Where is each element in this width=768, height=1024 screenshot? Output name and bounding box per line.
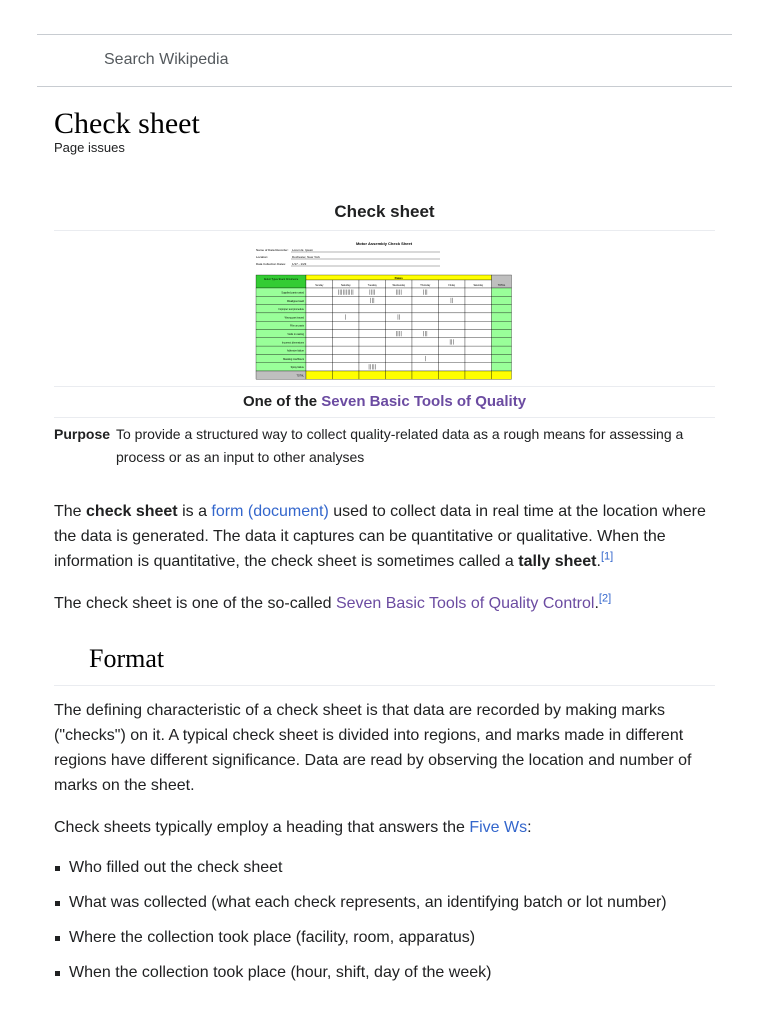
list-item: Where the collection took place (facility, room, apparatus)	[54, 925, 754, 960]
sheet-tally-cell	[359, 330, 386, 338]
sheet-tally-cell	[333, 346, 360, 354]
sheet-tally-cell	[465, 371, 492, 379]
seven-basic-tools-control-link[interactable]: Seven Basic Tools of Quality Control	[335, 595, 595, 612]
intro-paragraph-1	[54, 499, 715, 574]
sheet-tally-cell	[386, 330, 413, 338]
sheet-header-value: 1/17 - 1/23	[292, 262, 307, 266]
sheet-day-label: Thursday	[420, 284, 431, 287]
sheet-tally-cell	[306, 346, 333, 354]
sheet-tally-cell	[439, 330, 466, 338]
section-format-heading[interactable]	[54, 640, 715, 686]
sheet-tally-cell	[306, 371, 333, 379]
sheet-day-label: Sunday	[315, 284, 324, 287]
sheet-tally-cell	[465, 321, 492, 329]
text: Check sheets typically employ a heading that answers the	[54, 819, 470, 836]
term-check-sheet: check sheet	[86, 503, 178, 520]
sheet-total-label: TOTAL	[497, 284, 506, 287]
format-paragraph-2	[54, 815, 715, 840]
sheet-tally-cell	[333, 321, 360, 329]
sheet-tally-cell	[386, 338, 413, 346]
sheet-tally-cell	[306, 296, 333, 304]
sheet-tally-cell	[465, 338, 492, 346]
purpose-value: To provide a structured way to collect quality-related data as a rough means for assessing a process or as an input to other analyses	[116, 426, 684, 465]
sheet-tally-cell	[439, 288, 466, 296]
sheet-tally-cell	[465, 330, 492, 338]
sheet-row-total-cell	[492, 346, 512, 354]
list-item: Who filled out the check sheet	[54, 855, 754, 890]
sheet-tally-cell	[359, 313, 386, 321]
sheet-row-total-cell	[492, 354, 512, 362]
sheet-defect-label: Film on parts	[290, 324, 304, 328]
sheet-row-total-cell	[492, 305, 512, 313]
sheet-tally-cell	[359, 354, 386, 362]
sheet-tally-cell	[359, 288, 386, 296]
sheet-tally-cell	[412, 321, 439, 329]
sheet-tally-cell	[412, 313, 439, 321]
sheet-tally-cell	[386, 371, 413, 379]
sheet-tally-cell	[333, 296, 360, 304]
sheet-defect-label: Masking insufficient	[283, 357, 304, 361]
sheet-tally-cell	[439, 371, 466, 379]
sheet-tally-cell	[439, 296, 466, 304]
sheet-tally-cell	[333, 305, 360, 313]
term-tally-sheet: tally sheet	[518, 553, 597, 570]
sheet-tally-cell	[439, 363, 466, 371]
search-input[interactable]: Search Wikipedia	[104, 51, 229, 68]
sheet-header-value: Dochester, New York	[292, 255, 320, 259]
sheet-tally-cell	[465, 346, 492, 354]
search-bar[interactable]	[37, 35, 732, 87]
page-title: Check sheet	[54, 107, 200, 140]
infobox-image[interactable]	[54, 231, 715, 387]
sheet-defect-label: Wrong part issued	[284, 316, 304, 320]
sheet-tally-cell	[465, 363, 492, 371]
sheet-defect-label: Voids in casting	[287, 333, 304, 336]
infobox-caption	[54, 387, 715, 418]
sheet-row-total-cell	[492, 296, 512, 304]
sheet-tally-cell	[439, 346, 466, 354]
infobox-title: Check sheet	[54, 195, 715, 231]
five-ws-link[interactable]: Five Ws	[469, 819, 528, 836]
text: :	[527, 819, 532, 836]
sheet-day-label: Friday	[448, 284, 456, 287]
sheet-corner-label: Defect Types/ Event Occurrence	[263, 278, 299, 281]
sheet-tally-cell	[359, 305, 386, 313]
check-sheet-image[interactable]	[254, 234, 514, 382]
sheet-tally-cell	[386, 305, 413, 313]
sheet-tally-cell	[386, 296, 413, 304]
sheet-row-total-cell	[492, 288, 512, 296]
form-document-link[interactable]: form (document)	[211, 503, 329, 520]
sheet-tally-cell	[439, 321, 466, 329]
sheet-tally-cell	[359, 371, 386, 379]
list-item: What was collected (what each check represents, an identifying batch or lot number)	[54, 890, 754, 925]
sheet-tally-cell	[386, 363, 413, 371]
sheet-tally-cell	[412, 346, 439, 354]
sheet-tally-cell	[386, 354, 413, 362]
sheet-defect-label: Supplied parts rusted	[281, 291, 304, 295]
sheet-header-field: Data Collection Dates:	[256, 262, 286, 266]
sheet-tally-cell	[333, 371, 360, 379]
sheet-day-label: Saturday	[473, 284, 484, 287]
sheet-tally-cell	[306, 313, 333, 321]
caption-prefix: One of the	[242, 393, 322, 410]
sheet-tally-cell	[333, 354, 360, 362]
sheet-defect-label: Improper test procedure	[278, 308, 304, 312]
five-ws-list	[54, 855, 754, 995]
reference-1-link[interactable]: [1]	[600, 550, 614, 563]
sheet-tally-cell	[333, 338, 360, 346]
sheet-tally-cell	[333, 330, 360, 338]
sheet-tally-cell	[386, 346, 413, 354]
sheet-tally-cell	[306, 363, 333, 371]
sheet-tally-cell	[412, 296, 439, 304]
intro-paragraph-2	[54, 591, 715, 616]
sheet-tally-cell	[412, 371, 439, 379]
page-issues-link[interactable]: Page issues	[54, 140, 125, 155]
sheet-tally-cell	[333, 288, 360, 296]
reference-2-link[interactable]: [2]	[598, 592, 612, 605]
sheet-header-value: Lorem E. Ipsum	[292, 248, 314, 252]
purpose-label: Purpose	[54, 426, 111, 442]
sheet-tally-cell	[412, 305, 439, 313]
text: is a	[177, 503, 212, 520]
sheet-tally-cell	[306, 338, 333, 346]
sheet-row-total-cell	[492, 363, 512, 371]
infobox	[54, 195, 715, 469]
sheet-tally-cell	[359, 338, 386, 346]
sheet-tally-cell	[333, 363, 360, 371]
text: The check sheet is one of the so-called	[54, 595, 336, 612]
sheet-tally-cell	[306, 354, 333, 362]
text: The	[54, 503, 87, 520]
text: .	[596, 553, 601, 570]
format-paragraph-1: The defining characteristic of a check sheet is that data are recorded by making marks ("checks") on it. A typical check sheet is divided into regions, and marks made in different regions have different significance. Data are read by observing the location and number of marks on the sheet.	[54, 702, 692, 794]
sheet-row-total-cell	[492, 330, 512, 338]
sheet-tally-cell	[412, 338, 439, 346]
sheet-tally-cell	[306, 305, 333, 313]
sheet-row-total-cell	[492, 371, 512, 379]
sheet-tally-cell	[306, 330, 333, 338]
sheet-tally-cell	[306, 288, 333, 296]
sheet-tally-cell	[439, 354, 466, 362]
sheet-dates-label: Dates	[394, 276, 403, 280]
sheet-tally-cell	[465, 305, 492, 313]
sheet-row-total-cell	[492, 321, 512, 329]
sheet-tally-cell	[439, 305, 466, 313]
sheet-day-label: Wednesday	[392, 284, 406, 287]
sheet-tally-cell	[386, 313, 413, 321]
sheet-tally-cell	[412, 363, 439, 371]
list-item: When the collection took place (hour, shift, day of the week)	[54, 960, 754, 995]
sheet-tally-cell	[359, 346, 386, 354]
sheet-defect-label: TOTAL	[296, 374, 304, 378]
sheet-tally-cell	[306, 321, 333, 329]
sheet-tally-cell	[439, 313, 466, 321]
sheet-corner-cell	[256, 275, 306, 288]
section-format-title: Format	[89, 644, 165, 673]
sheet-defect-label: Misaligned weld	[286, 299, 304, 303]
sheet-tally-cell	[465, 288, 492, 296]
sheet-header-field: Location:	[256, 255, 269, 259]
sheet-tally-cell	[465, 313, 492, 321]
sheet-title: Motor Assembly Check Sheet	[355, 241, 413, 246]
sheet-row-total-cell	[492, 338, 512, 346]
sheet-header-field: Name of Data Recorder:	[256, 248, 289, 252]
infobox-purpose-row	[54, 418, 715, 469]
sheet-row-total-cell	[492, 313, 512, 321]
sheet-tally-cell	[386, 288, 413, 296]
text: .	[594, 595, 599, 612]
sheet-tally-cell	[465, 296, 492, 304]
sheet-tally-cell	[465, 354, 492, 362]
text: used to collect data in real time at the location where the data is generated. The data it captures can be quantitative or qualitative. When the information is quantitative, the check sheet is sometimes called a	[54, 503, 706, 570]
sheet-tally-cell	[386, 321, 413, 329]
sheet-defect-label: Spray failure	[290, 366, 304, 370]
sheet-defect-label: Incorrect dimensions	[281, 341, 304, 345]
sheet-tally-cell	[359, 321, 386, 329]
sheet-defect-label: Adhesive failure	[286, 349, 304, 353]
seven-basic-tools-link[interactable]: Seven Basic Tools of Quality	[321, 393, 527, 410]
sheet-day-label: Saturday	[340, 284, 351, 287]
sheet-day-label: Tuesday	[367, 284, 377, 287]
